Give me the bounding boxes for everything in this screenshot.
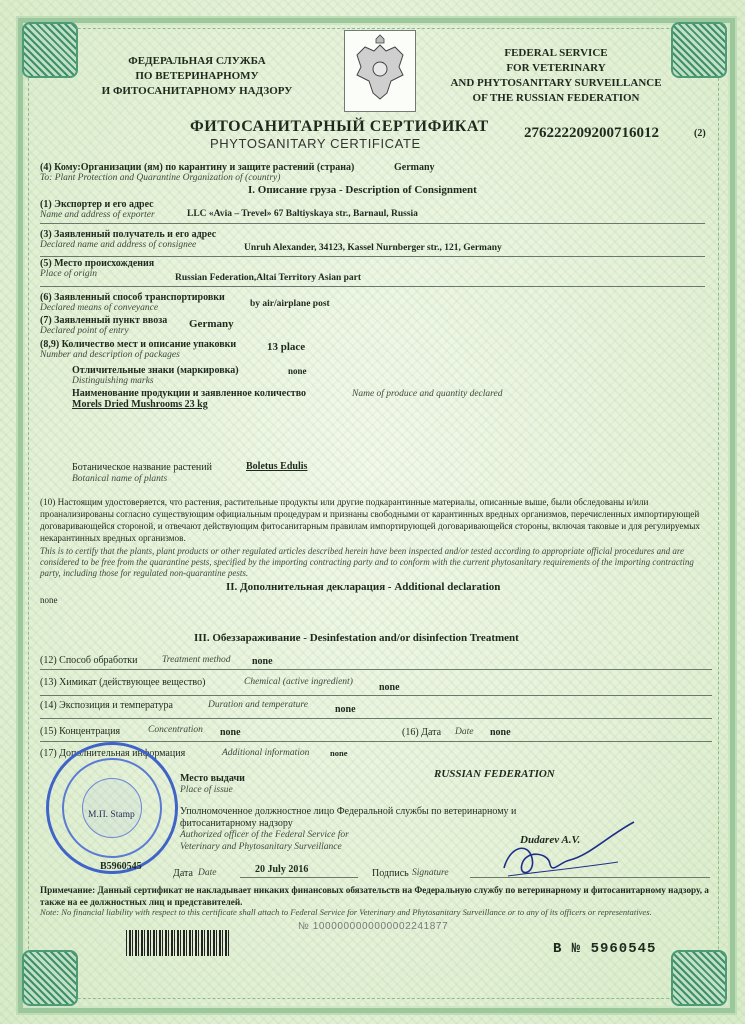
origin-label-en: Place of origin — [40, 269, 97, 279]
to-label-ru: (4) Кому:Организации (ям) по карантину и защите растений (страна) — [40, 162, 355, 173]
header-right-line: OF THE RUSSIAN FEDERATION — [472, 91, 640, 104]
consignee-label-en: Declared name and address of consignee — [40, 240, 197, 250]
produce-value: Morels Dried Mushrooms 23 kg — [72, 399, 208, 410]
packages-label-ru: (8,9) Количество мест и описание упаковки — [40, 339, 237, 350]
corner-ornament-icon — [671, 950, 727, 1006]
signature-label-en: Signature — [412, 868, 449, 878]
duration-label-en: Duration and temperature — [208, 700, 308, 710]
header-right — [448, 46, 664, 105]
entry-value: Germany — [189, 318, 234, 330]
transport-label-ru: (6) Заявленный способ транспортировки — [40, 292, 225, 303]
certificate-number-suffix: (2) — [694, 128, 706, 139]
packages-value: 13 place — [267, 341, 306, 353]
section-3-title: III. Обеззараживание - Desinfestation and/or disinfection Treatment — [194, 632, 519, 644]
marks-value: none — [288, 366, 307, 376]
certification-text-ru: (10) Настоящим удостоверяется, что растения, растительные продукты или другие подкарантинные материалы, описанные выше, были обследованы и/или проанализированы согласно существующим официальным процедурам и признаны свободными от карантинных вредных организмов, перечисленных импортирующей договаривающейся стороной, и отвечают действующим фитосанитарным правилам импортирующей договаривающейся стороны, включая таковые и для регулируемых некарантинных вредных организмов. — [40, 497, 700, 544]
stamp-label: M.П. Stamp — [88, 810, 135, 820]
chemical-label-ru: (13) Химикат (действующее вещество) — [40, 677, 206, 688]
botanical-label-ru: Ботаническое название растений — [72, 462, 212, 473]
entry-label-ru: (7) Заявленный пункт ввоза — [40, 315, 168, 326]
officer-label-ru-line1: Уполномоченное должностное лицо Федеральной службы по ветеринарному и — [180, 806, 517, 817]
header-right-line: FEDERAL SERVICE — [504, 47, 608, 59]
chemical-label-en: Chemical (active ingredient) — [244, 677, 353, 687]
note-en: Note: No financial liability with respect to this certificate shall attach to Federal Service for Veterinary and Phytosanitary Surveillance or to any of its officers or representatives. — [40, 907, 652, 917]
signature-icon — [488, 816, 648, 886]
botanical-value: Boletus Edulis — [246, 461, 308, 472]
marks-label-ru: Отличительные знаки (маркировка) — [72, 365, 239, 376]
treatment-date-value: none — [490, 727, 511, 738]
exporter-label-en: Name and address of exporter — [40, 210, 155, 220]
transport-value: by air/airplane post — [250, 299, 330, 309]
place-of-issue-label-en: Place of issue — [180, 785, 233, 795]
officer-label-ru-line2: фитосанитарному надзору — [180, 818, 293, 829]
place-of-issue-value: RUSSIAN FEDERATION — [434, 768, 555, 780]
coat-of-arms — [344, 30, 416, 112]
certification-text-en: This is to certify that the plants, plant products or other regulated articles described herein have been inspected and/or tested according to appropriate official procedures and are considered to be free from the quarantine pests, specified by the importing contracting party and to conform with the current phytosanitary requirements of the importing contracting party, including those for regulated non-quarantine pests. — [40, 546, 694, 578]
issue-date-label-en: Date — [198, 868, 217, 878]
packages-label-en: Number and description of packages — [40, 350, 180, 360]
header-right-line: FOR VETERINARY — [506, 61, 606, 74]
officer-name: Dudarev A.V. — [520, 834, 581, 846]
header-left-line: ФЕДЕРАЛЬНАЯ СЛУЖБА — [128, 55, 266, 67]
marks-label-en: Distinguishing marks — [72, 376, 154, 386]
entry-label-en: Declared point of entry — [40, 326, 129, 336]
consignee-label-ru: (3) Заявленный получатель и его адрес — [40, 229, 217, 240]
treatment-date-label-en: Date — [455, 727, 474, 737]
exporter-value: LLC «Avia – Trevel» 67 Baltiyskaya str., Barnaul, Russia — [187, 209, 418, 219]
divider — [240, 877, 358, 878]
produce-label-ru: Наименование продукции и заявленное количество — [72, 388, 307, 399]
double-headed-eagle-icon — [345, 31, 415, 111]
header-left-line: И ФИТОСАНИТАРНОМУ НАДЗОРУ — [101, 84, 293, 97]
produce-label-en: Name of produce and quantity declared — [352, 389, 503, 399]
section-1-title: I. Описание груза - Description of Consignment — [248, 184, 477, 196]
header-left — [92, 54, 302, 99]
botanical-label-en: Botanical name of plants — [72, 474, 168, 484]
additional-info-label-en: Additional information — [222, 748, 310, 758]
to-label-en: To: Plant Protection and Quarantine Organization of (country) — [40, 173, 281, 183]
officer-label-en-line2: Veterinary and Phytosanitary Surveillance — [180, 842, 342, 852]
divider — [40, 256, 705, 257]
concentration-label-en: Concentration — [148, 725, 203, 735]
header-left-line: ПО ВЕТЕРИНАРНОМУ — [135, 69, 259, 82]
concentration-value: none — [220, 727, 241, 738]
officer-label-en-line1: Authorized officer of the Federal Service for — [180, 830, 349, 840]
treatment-method-value: none — [252, 656, 273, 667]
issue-date-value: 20 July 2016 — [255, 864, 309, 875]
concentration-label-ru: (15) Концентрация — [40, 726, 121, 737]
title-ru: ФИТОСАНИТАРНЫЙ СЕРТИФИКАТ — [190, 118, 489, 135]
duration-value: none — [335, 704, 356, 715]
place-of-issue-label-ru: Место выдачи — [180, 773, 245, 784]
origin-label-ru: (5) Место происхождения — [40, 258, 155, 269]
divider — [40, 286, 705, 287]
blank-number: B № 5960545 — [553, 941, 657, 957]
serial-number: № 1000000000000002241877 — [298, 921, 449, 932]
corner-ornament-icon — [22, 950, 78, 1006]
additional-declaration-value: none — [40, 595, 58, 605]
section-2-title: II. Дополнительная декларация - Additional declaration — [226, 581, 501, 593]
note-ru: Примечание: Данный сертификат не накладывает никаких финансовых обязательств на Федеральную службу по ветеринарному и фитосанитарному надзору, а также на ее должностных лиц и представителей. — [40, 885, 709, 908]
transport-label-en: Declared means of conveyance — [40, 303, 159, 313]
treatment-method-label-ru: (12) Способ обработки — [40, 655, 138, 666]
divider — [40, 669, 712, 670]
form-number: B5960545 — [100, 861, 142, 872]
duration-label-ru: (14) Экспозиция и температура — [40, 700, 173, 711]
additional-info-label-ru: (17) Дополнительная информация — [40, 748, 186, 759]
origin-value: Russian Federation,Altai Territory Asian part — [175, 273, 362, 283]
divider — [40, 741, 712, 742]
header-right-line: AND PHYTOSANITARY SURVEILLANCE — [450, 76, 662, 89]
exporter-label-ru: (1) Экспортер и его адрес — [40, 199, 154, 210]
title-en: PHYTOSANITARY CERTIFICATE — [210, 136, 421, 151]
divider — [40, 718, 712, 719]
divider — [40, 695, 712, 696]
divider — [40, 223, 705, 224]
chemical-value: none — [379, 682, 400, 693]
barcode-icon — [126, 930, 230, 956]
issue-date-label-ru: Дата — [173, 868, 193, 879]
signature-label-ru: Подпись — [372, 868, 409, 879]
corner-ornament-icon — [671, 22, 727, 78]
consignee-value: Unruh Alexander, 34123, Kassel Nurnberger str., 121, Germany — [244, 243, 502, 253]
to-country-value: Germany — [394, 162, 435, 173]
treatment-date-label-ru: (16) Дата — [402, 727, 442, 738]
treatment-method-label-en: Treatment method — [162, 655, 231, 665]
certificate-number: 276222209200716012 — [524, 125, 659, 141]
corner-ornament-icon — [22, 22, 78, 78]
divider — [470, 877, 710, 878]
additional-info-value: none — [330, 748, 348, 758]
